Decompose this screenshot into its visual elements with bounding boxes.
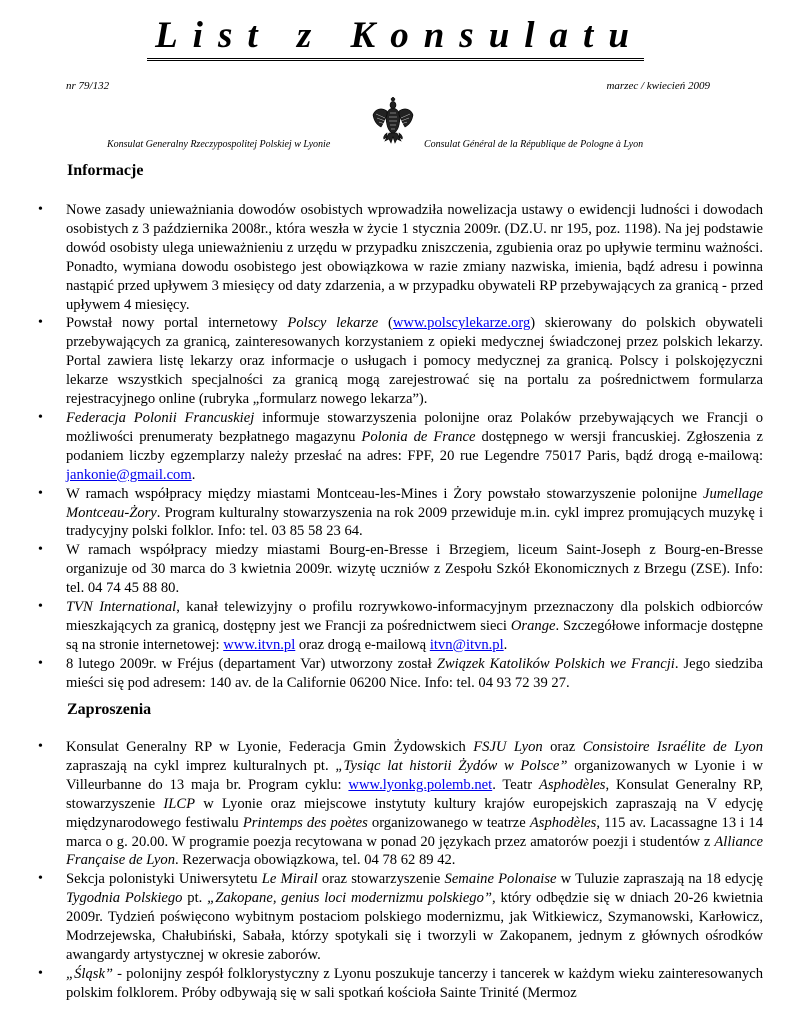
italic-text: „Tysiąc lat historii Żydów w Polsce” [335,757,568,774]
list-item [0,598,763,655]
body-text: . Jego siedziba mieści się pod adresem: 140 av. de la Californie 06200 Nice. Info: tel. 04 93 72 39 27. [66,655,763,691]
body-text: . Teatr [492,776,540,793]
body-text: - polonijny zespół folklorystyczny z Lyonu poszukuje tancerzy i tancerek w każdym wieku zainteresowanych polskim folklorem. Próby odbywają się w sali spotkań kościoła Sainte Trinité (Mermoz [66,965,763,1001]
italic-text: Le Mirail [261,871,318,888]
body-text: w Lyonie oraz miejscowe instytuty kultury krajów europejskich zapraszają na V edycję międzynarodowego festiwalu [66,795,764,831]
body-text: , kanał telewizyjny o profilu rozrywkowo-informacyjnym przeznaczony dla polskich odbiorców mieszkających za granicą, dostępny jest we Francji za pośrednictwem sieci [66,599,763,634]
italic-text: „Śląsk” [66,965,114,982]
italic-text: FSJU Lyon [473,739,543,755]
link[interactable]: www.polscylekarze.org [392,315,531,332]
body-text: W ramach współpracy między miastami Montceau-les-Mines i Żory powstało stowarzyszenie polonijne [66,485,704,502]
body-text: oraz [542,739,583,755]
body-text: w Tuluzie zapraszają na 18 edycję [556,871,764,888]
body-text: , 115 av. Lacassagne 13 i 14 marca o g. 20.00. W programie poezja recytowana w ponad 20 językach przez amatorów poezji i studentów z [66,814,764,850]
list-item [0,738,763,870]
list-item [0,485,763,542]
polish-eagle-icon [371,97,415,145]
body-text: . [503,636,508,653]
body-text: W ramach współpracy miedzy miastami Bourg-en-Bresse i Brzegiem, liceum Saint-Joseph z Bourg-en-Bresse organizuje od 30 marca do 3 kwietnia 2009r. wizytę uczniów z Zespołu Szkół Ekonomicznych z Brzegu (ZSE). Info: tel. 04 74 45 88 80. [66,542,763,597]
body-text: Konsulat Generalny RP w Lyonie, Federacja Gmin Żydowskich [66,739,474,755]
italic-text: „Zakopane, genius loci modernizmu polskiego” [207,890,493,907]
bullet-icon: • [38,315,43,331]
body-text: ) skierowany do polskich obywateli przebywających za granicą, zainteresowanych korzystaniem z opieki medycznej świadczonej przez polskich lekarzy. Portal zawiera listę lekarzy oraz informacje o usługach i pomocy medycznej za granicą. Polscy i polskojęzyczni lekarze wszystkich specjalności za granicą mogą zarejestrować się na portalu za pośrednictwem formularza rejestracyjnego online (rubryka „formularz nowego lekarza”). [66,315,763,408]
body-text: dostępnego w wersji francuskiej. Zgłoszenia z podaniem liczby egzemplarzy należy przesłać na adres: FPF, 20 rue Legendre 75017 Paris, bądź drogą e-mailową: [66,428,763,464]
body-text: informuje stowarzyszenia polonijne oraz Polaków przebywających we Francji o możliwości prenumeraty bezpłatnego magazynu [66,409,763,445]
issue-number: nr 79/132 [66,80,110,92]
italic-text: ILCP [163,795,195,812]
link[interactable]: www.itvn.pl [223,636,296,653]
body-text: oraz stowarzyszenie [317,871,445,888]
body-text: ( [378,315,393,332]
informacje-list [0,201,791,693]
consulate-name-polish: Konsulat Generalny Rzeczypospolitej Polskiej w Lyonie [107,139,331,150]
bullet-icon: • [38,485,43,501]
body-text: . [191,466,196,483]
list-item [0,201,763,314]
italic-text: Printemps des poètes [242,814,368,831]
italic-text: Consistoire Israélite de Lyon [582,739,763,755]
body-text: pt. [182,890,208,907]
link[interactable]: jankonie@gmail.com [66,466,192,483]
list-item [0,870,763,965]
list-item [0,409,763,485]
body-text: Sekcja polonistyki Uniwersytetu [66,871,262,888]
body-text: zapraszają na cykl imprez kulturalnych pt. [66,757,336,774]
list-item [0,655,763,693]
issue-date: marzec / kwiecień 2009 [606,80,710,92]
italic-text: Federacja Polonii Francuskiej [66,409,255,426]
bullet-icon: • [38,871,43,887]
list-item [0,965,763,1003]
section-heading-informacje: Informacje [67,162,144,179]
italic-text: Alliance Française de Lyon [66,833,763,869]
section-heading-zaproszenia: Zaproszenia [67,701,152,718]
italic-text: Asphodèles [529,814,597,831]
body-text: Nowe zasady unieważniania dowodów osobistych wprowadziła nowelizacja ustawy o ewidencji ludności i dowodach osobistych z 3 października 2008r., która weszła w życie 1 stycznia 2009r. (DZ.U. nr 195, poz. 1198). Na jej podstawie dowód osobisty ulega unieważnieniu z urzędu w przypadku zniszczenia, zgubienia oraz po upływie terminu ważności. Ponadto, wymiana dowodu osobistego jest obowiązkowa w razie zmiany nazwiska, imienia, bądź adresu i powinna nastąpić przed upływem 3 miesięcy od daty zdarzenia, a w przypadku obywateli RP przebywających za granicą - przed upływem 4 miesięcy. [66,202,763,313]
newsletter-title [0,14,791,61]
body-text: , który odbędzie się w dniach 20-26 kwietnia 2009r. Tydzień poświęcono wybitnym postaciom polskiego modernizmu, jak Witkiewicz, Szymanowski, Karłowicz, Modrzejewska, Chałubiński, Sabała, którzy spotykali się i tworzyli w Zakopanem, jednym z głównych ośrodków awangardy artystycznej w okresie zaborów. [66,890,764,963]
bullet-icon: • [38,739,43,754]
italic-text: Polonia de France [361,428,476,445]
body-text: . Szczegółowe informacje dostępne są na stronie internetowej: [66,617,763,653]
newsletter-title-text: List z Konsulatu [147,14,644,61]
body-text: 8 lutego 2009r. w Fréjus (departament Var) utworzony został [66,655,437,672]
link[interactable]: itvn@itvn.pl [429,636,504,653]
body-text: . Program kulturalny stowarzyszenia na rok 2009 przewiduje m.in. cykl imprez promujących muzykę i tradycyjny polski folklor. Info: tel. 03 85 58 23 64. [66,504,763,540]
italic-text: Związek Katolików Polskich we Francji [436,655,675,672]
list-item [0,314,763,409]
italic-text: Polscy lekarze [287,315,379,332]
bullet-icon: • [38,202,43,217]
body-text: organizowanych w Lyonie i w Villeurbanne do 13 maja br. Program cyklu: [66,757,763,793]
bullet-icon: • [38,542,43,558]
italic-text: Tygodnia Polskiego [66,890,183,907]
zaproszenia-list [0,738,791,1003]
italic-text: Asphodèles [539,776,606,793]
body-text: organizowanego w teatrze [367,814,530,831]
bullet-icon: • [38,965,43,981]
link[interactable]: www.lyonkg.polemb.net [348,776,493,793]
body-text: oraz drogą e-mailową [295,636,430,653]
consulate-name-french: Consulat Général de la République de Pologne à Lyon [424,139,644,150]
bullet-icon: • [38,655,43,671]
italic-text: Semaine Polonaise [444,871,557,888]
body-text: , Konsulat Generalny RP, stowarzyszenie [66,776,763,812]
italic-text: TVN International [66,599,177,616]
bullet-icon: • [38,599,43,615]
bullet-icon: • [38,409,43,425]
list-item [0,541,763,598]
body-text: . Rezerwacja obowiązkowa, tel. 04 78 62 89 42. [175,852,456,869]
italic-text: Orange [510,617,556,634]
body-text: Powstał nowy portal internetowy [66,315,288,332]
italic-text: Jumellage Montceau-Żory [66,485,763,521]
